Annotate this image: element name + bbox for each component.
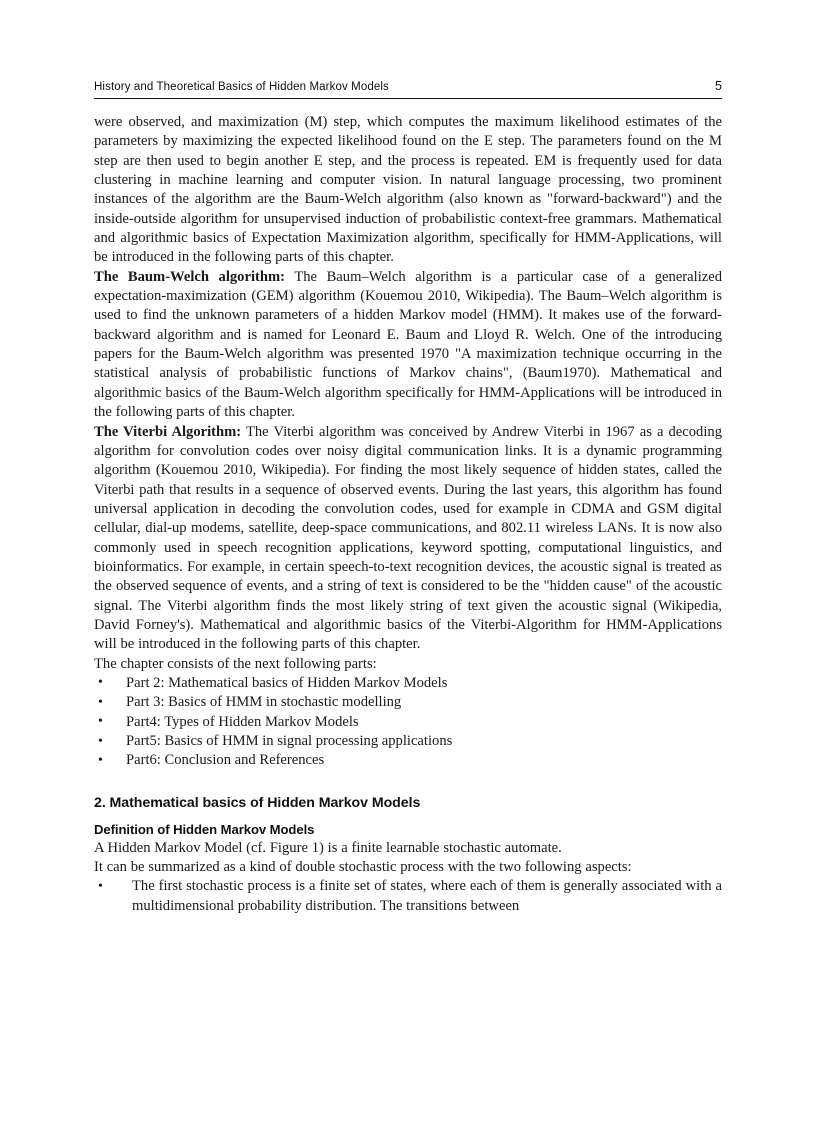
page-number: 5 — [715, 79, 722, 93]
running-header — [94, 78, 722, 99]
list-item: • Part4: Types of Hidden Markov Models — [94, 713, 722, 732]
list-item: • The first stochastic process is a finite set of states, where each of them is generally associated with a multidimensional probability distribution. The transitions between — [94, 877, 722, 916]
section-heading-2: 2. Mathematical basics of Hidden Markov Models — [94, 794, 421, 811]
chapter-parts-list — [94, 674, 722, 771]
paragraph-em-continued: were observed, and maximization (M) step, which computes the maximum likelihood estimates of the parameters by maximizing the expected likelihood found on the E step. The parameters found on the M step are then used to begin another E step, and the process is repeated. EM is frequently used for data clustering in machine learning and computer vision. In natural language processing, two prominent instances of the algorithm are the Baum-Welch algorithm (also known as "forward-backward") and the inside-outside algorithm for unsupervised induction of probabilistic context-free grammars. Mathematical and algorithmic basics of Expectation Maximization algorithm, specifically for HMM-Applications, will be introduced in the following parts of this chapter. — [94, 114, 722, 266]
viterbi-body-text: The Viterbi algorithm was conceived by Andrew Viterbi in 1967 as a decoding algorithm for convolution codes over noisy digital communication links. It is a dynamic programming algorithm (Kouemou 2010, Wikipedia). For finding the most likely sequence of hidden states, called the Viterbi path that results in a sequence of observed events. During the last years, this algorithm has found universal application in decoding the convolution codes, used for example in CDMA and GSM digital cellular, dial-up modems, satellite, deep-space communications, and 802.11 wireless LANs. It is now also commonly used in speech recognition applications, keyword spotting, computational linguistics, and bioinformatics. For example, in certain speech-to-text recognition devices, the acoustic signal is treated as the observed sequence of events, and a string of text is considered to be the "hidden cause" of the acoustic signal. The Viterbi algorithm finds the most likely string of text given the acoustic signal (Wikipedia, David Forney's). Mathematical and algorithmic basics of the Viterbi-Algorithm for HMM-Applications will be introduced in the following parts of this chapter. — [94, 423, 722, 653]
spacer — [94, 771, 722, 794]
summary-line: It can be summarized as a kind of double stochastic process with the two following aspects: — [94, 859, 632, 876]
aspects-list — [94, 877, 722, 916]
running-header-title: History and Theoretical Basics of Hidden Markov Models — [94, 81, 389, 93]
body-text — [94, 113, 722, 916]
definition-line: A Hidden Markov Model (cf. Figure 1) is a finite learnable stochastic automate. — [94, 839, 562, 856]
baum-welch-lead-label: The Baum-Welch algorithm: — [94, 268, 286, 285]
page-content — [94, 78, 722, 916]
list-item: • Part5: Basics of HMM in signal processing applications — [94, 732, 722, 751]
chapter-parts-intro: The chapter consists of the next following parts: — [94, 655, 377, 672]
list-item: • Part 2: Mathematical basics of Hidden Markov Models — [94, 674, 722, 693]
list-item: • Part6: Conclusion and References — [94, 751, 722, 770]
spacer — [94, 813, 722, 821]
viterbi-lead-label: The Viterbi Algorithm: — [94, 423, 242, 440]
paragraph-baum-welch — [94, 268, 722, 423]
sub-heading-definition: Definition of Hidden Markov Models — [94, 821, 315, 837]
baum-welch-body-text: The Baum–Welch algorithm is a particular case of a generalized expectation-maximization (GEM) algorithm (Kouemou 2010, Wikipedia). The Baum–Welch algorithm is used to find the unknown parameters of a hidden Markov model (HMM). It makes use of the forward-backward algorithm and is named for Leonard E. Baum and Lloyd R. Welch. One of the introducing papers for the Baum-Welch algorithm was presented 1970 "A maximization technique occurring in the statistical analysis of probabilistic functions of Markov chains", (Baum1970). Mathematical and algorithmic basics of the Baum-Welch algorithm specifically for HMM-Applications will be introduced in the following parts of this chapter. — [94, 268, 723, 421]
list-item: • Part 3: Basics of HMM in stochastic modelling — [94, 693, 722, 712]
paragraph-viterbi — [94, 423, 722, 655]
